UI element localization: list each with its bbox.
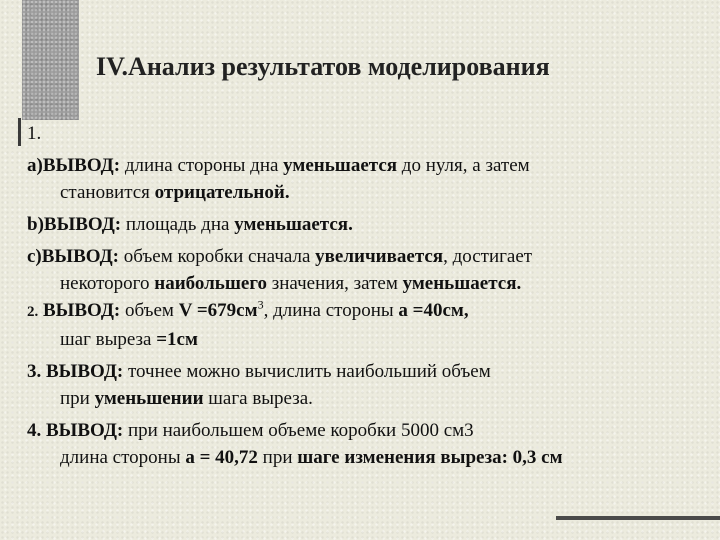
slide-title: IV.Анализ результатов моделирования (96, 52, 550, 81)
decorative-gray-bar (22, 0, 79, 120)
decorative-bottom-line (556, 516, 720, 520)
conclusion-a-cont: становится отрицательной. (60, 182, 290, 203)
conclusion-c: c)ВЫВОД: объем коробки сначала увеличивается, достигает (27, 246, 533, 267)
decorative-vertical-line (18, 118, 21, 146)
item-1-number: 1. (27, 123, 42, 144)
conclusion-3: 3. ВЫВОД: точнее можно вычислить наибольший объем (27, 361, 491, 382)
conclusion-4-cont: длина стороны а = 40,72 при шаге изменения выреза: 0,3 см (60, 447, 563, 468)
conclusion-2-cont: шаг выреза =1см (60, 329, 198, 350)
conclusion-2: 2. ВЫВОД: объем $V =679см^3$, длина стороны а =40см, (27, 297, 469, 321)
slide-body (27, 120, 712, 471)
conclusion-c-cont: некоторого наибольшего значения, затем уменьшается. (60, 273, 522, 294)
conclusion-a: a)ВЫВОД: длина стороны дна уменьшается до нуля, а затем (27, 155, 530, 176)
conclusion-4: 4. ВЫВОД: при наибольшем объеме коробки 5000 см3 (27, 420, 474, 441)
conclusion-3-cont: при уменьшении шага выреза. (60, 388, 313, 409)
conclusion-b: b)ВЫВОД: площадь дна уменьшается. (27, 214, 353, 235)
